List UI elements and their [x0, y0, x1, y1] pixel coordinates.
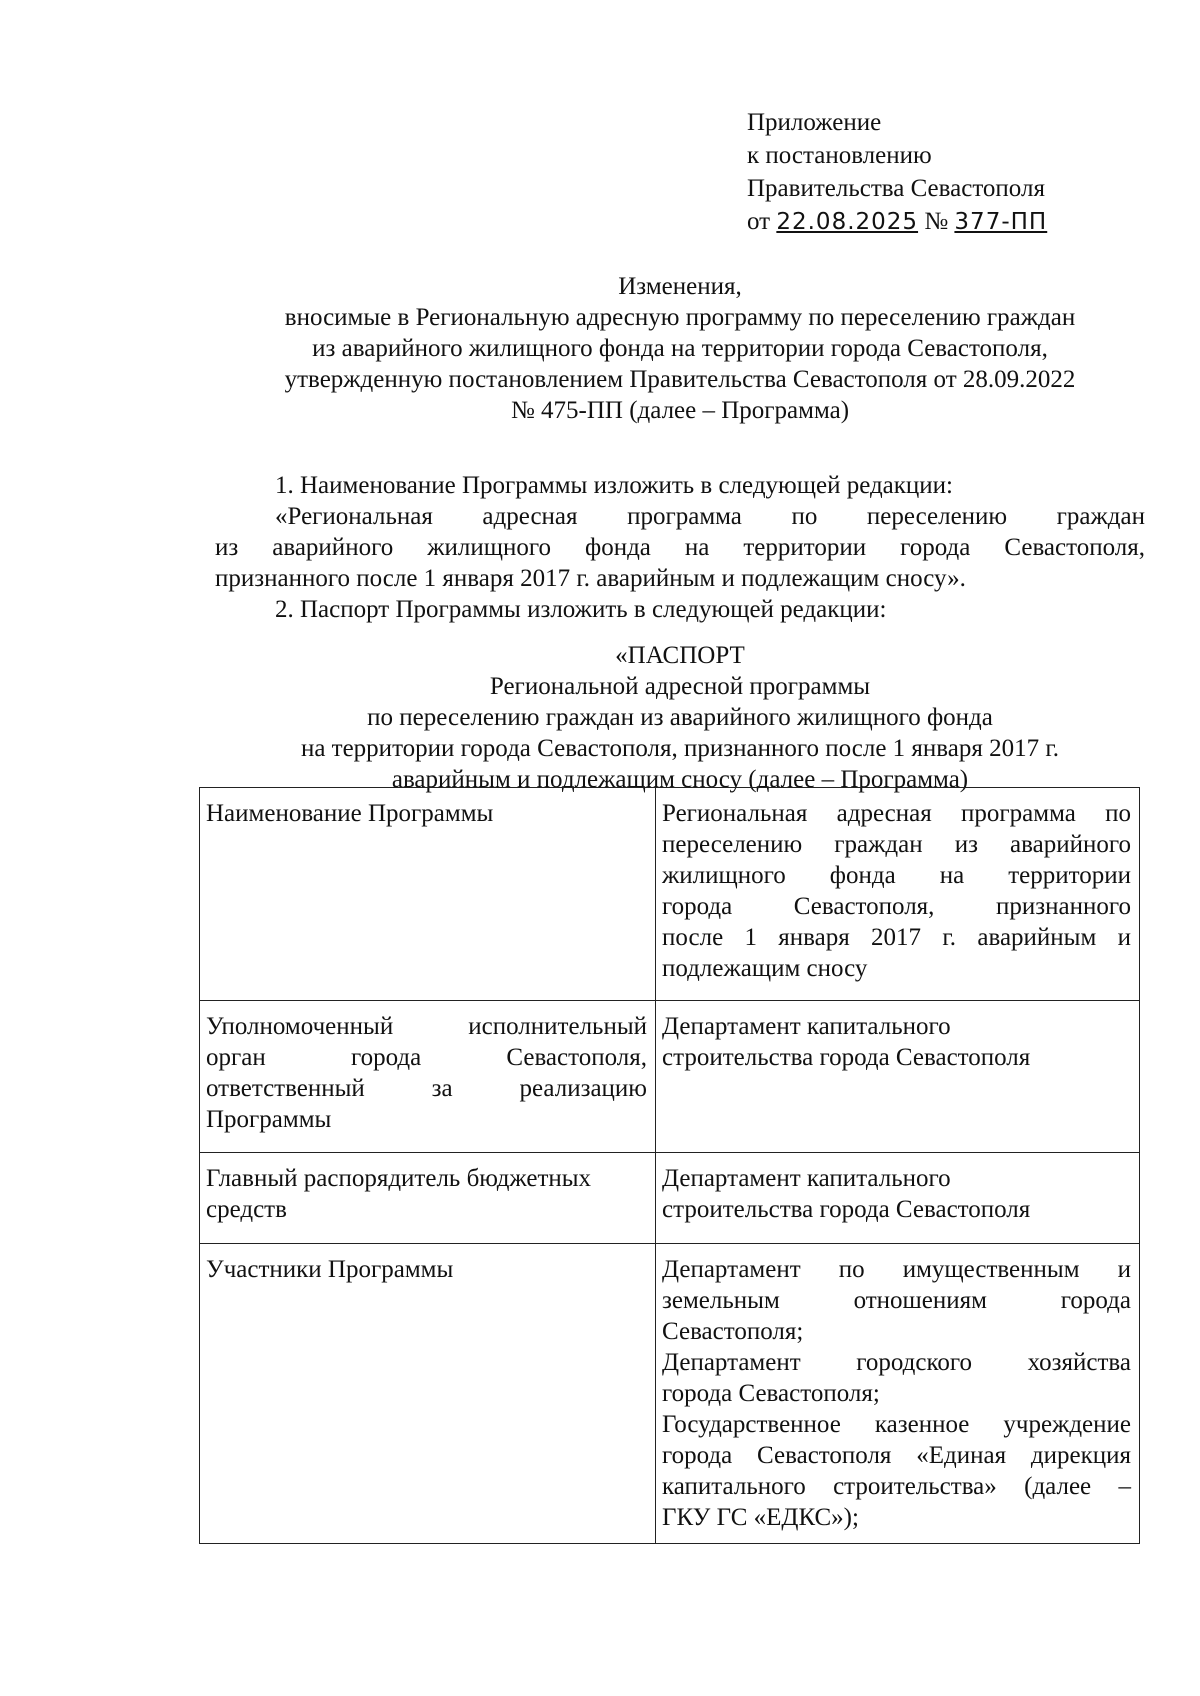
handwritten-number: 377-ПП — [954, 209, 1048, 235]
row-value — [656, 1153, 1140, 1244]
cell-line: Уполномоченный исполнительный — [206, 1013, 647, 1040]
table-row — [200, 1244, 1140, 1544]
cell-line: Департамент городского хозяйства — [662, 1349, 1131, 1376]
title-line-3: из аварийного жилищного фонда на территории города Севастополя, — [312, 335, 1048, 362]
cell-line: Государственное казенное учреждение — [662, 1411, 1131, 1438]
handwritten-date: 22.08.2025 — [776, 209, 919, 235]
cell-line: орган города Севастополя, — [206, 1044, 647, 1071]
row-value — [656, 1244, 1140, 1544]
cell-line: Департамент капитального — [662, 1165, 951, 1192]
title-line-4: утвержденную постановлением Правительства Севастополя от 28.09.2022 — [284, 366, 1076, 393]
table-row — [200, 788, 1140, 1001]
row-label — [200, 1153, 656, 1244]
row-value — [656, 1001, 1140, 1153]
appendix-line-1: Приложение — [747, 109, 882, 136]
cell-line: города Севастополя; — [662, 1380, 880, 1407]
document-title — [200, 271, 1160, 426]
item1-line-4: признанного после 1 января 2017 г. аварийным и подлежащим сносу». — [215, 565, 966, 592]
cell-line: средств — [206, 1196, 287, 1223]
item-2 — [215, 594, 1145, 625]
cell-line: Севастополя; — [662, 1318, 804, 1345]
item-1 — [215, 470, 1145, 594]
row-value — [656, 788, 1140, 1001]
cell-line: Главный распорядитель бюджетных — [206, 1165, 592, 1192]
passport-line-2: Региональной адресной программы — [489, 673, 871, 700]
cell-line: ответственный за реализацию — [206, 1075, 647, 1102]
cell-line: Наименование Программы — [206, 800, 494, 827]
cell-line: ГКУ ГС «ЕДКС»); — [662, 1504, 859, 1531]
number-prefix: № — [924, 208, 949, 235]
cell-line: Участники Программы — [206, 1256, 454, 1283]
passport-heading — [200, 640, 1160, 795]
cell-line: Департамент по имущественным и — [662, 1256, 1131, 1283]
appendix-date-line — [747, 205, 1047, 239]
cell-line: строительства города Севастополя — [662, 1196, 1031, 1223]
cell-line: жилищного фонда на территории — [662, 862, 1131, 889]
title-line-5: № 475-ПП (далее – Программа) — [510, 397, 850, 424]
cell-line: Департамент капитального — [662, 1013, 951, 1040]
item1-line-1: 1. Наименование Программы изложить в следующей редакции: — [275, 472, 954, 499]
passport-line-3: по переселению граждан из аварийного жилищного фонда — [367, 704, 993, 731]
title-line-2: вносимые в Региональную адресную программу по переселению граждан — [284, 304, 1076, 331]
cell-line: города Севастополя «Единая дирекция — [662, 1442, 1131, 1469]
passport-line-5: аварийным и подлежащим сносу (далее – Программа) — [391, 766, 969, 793]
cell-line: Региональная адресная программа по — [662, 800, 1131, 827]
item1-line-3: из аварийного жилищного фонда на территории города Севастополя, — [215, 534, 1145, 561]
item2-line-1: 2. Паспорт Программы изложить в следующей редакции: — [275, 596, 887, 623]
table-row — [200, 1001, 1140, 1153]
date-prefix: от — [747, 208, 771, 235]
cell-line: переселению граждан из аварийного — [662, 831, 1131, 858]
row-label — [200, 788, 656, 1001]
title-line-1: Изменения, — [618, 273, 742, 300]
passport-line-1: «ПАСПОРТ — [615, 642, 745, 669]
cell-line: строительства города Севастополя — [662, 1044, 1031, 1071]
passport-table — [199, 787, 1140, 1544]
cell-line: подлежащим сносу — [662, 955, 868, 982]
cell-line: Программы — [206, 1106, 332, 1133]
cell-line: земельным отношениям города — [662, 1287, 1131, 1314]
table-row — [200, 1153, 1140, 1244]
appendix-header — [747, 106, 1047, 239]
cell-line: капитального строительства» (далее – — [662, 1473, 1131, 1500]
passport-line-4: на территории города Севастополя, признанного после 1 января 2017 г. — [300, 735, 1060, 762]
cell-line: после 1 января 2017 г. аварийным и — [662, 924, 1131, 951]
appendix-line-3: Правительства Севастополя — [747, 175, 1045, 202]
item1-line-2: «Региональная адресная программа по переселению граждан — [275, 503, 1145, 530]
cell-line: города Севастополя, признанного — [662, 893, 1131, 920]
appendix-line-2: к постановлению — [747, 142, 932, 169]
row-label — [200, 1001, 656, 1153]
row-label — [200, 1244, 656, 1544]
